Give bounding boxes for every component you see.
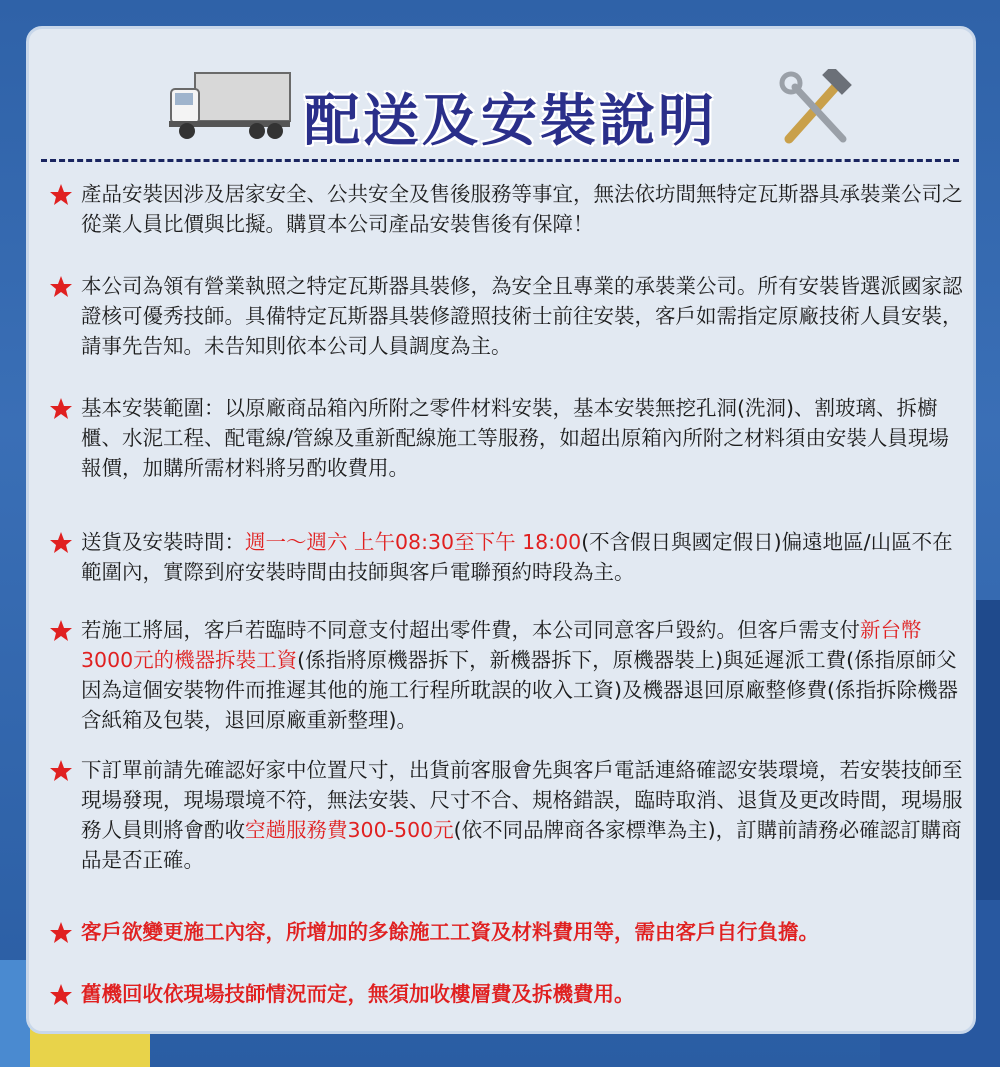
star-icon [49, 759, 73, 783]
list-item [49, 615, 969, 735]
tools-icon [777, 69, 855, 147]
list-item [49, 179, 969, 239]
list-item [49, 271, 969, 361]
item-text: 產品安裝因涉及居家安全、公共安全及售後服務等事宜，無法依坊間無特定瓦斯器具承裝業公司之從業人員比價與比擬。購買本公司產品安裝售後有保障！ [81, 182, 963, 236]
item-text: 下訂單前請先確認好家中位置尺寸，出貨前客服會先與客戶電話連絡確認安裝環境，若安裝技師至現場發現，現場環境不符，無法安裝、尺寸不合、規格錯誤，臨時取消、退貨及更改時間，現場服務人員則將會酌收 [81, 758, 963, 842]
list-item [49, 527, 969, 587]
truck-icon [167, 71, 292, 141]
notice-list [49, 179, 969, 1009]
dashed-divider [41, 159, 959, 162]
info-panel [26, 26, 976, 1034]
item-text: 舊機回收依現場技師情況而定，無須加收樓層費及拆機費用。 [81, 982, 635, 1006]
item-text: (不含假日與國定假日)偏遠地區/山區不在範圍內，實際到府安裝時間由技師與客戶電聯預約時段為主。 [81, 530, 953, 584]
empty-trip-fee: 空趟服務費300-500元 [245, 818, 454, 842]
item-text: 基本安裝範圍：以原廠商品箱內所附之零件材料安裝，基本安裝無挖孔洞(洗洞)、割玻璃、拆櫥櫃、水泥工程、配電線/管線及重新配線施工等服務，如超出原箱內所附之材料須由安裝人員現場報價，加購所需材料將另酌收費用。 [81, 396, 949, 480]
item-text: 客戶欲變更施工內容，所增加的多餘施工工資及材料費用等，需由客戶自行負擔。 [81, 920, 819, 944]
list-item [49, 393, 969, 483]
star-icon [49, 183, 73, 207]
star-icon [49, 619, 73, 643]
dismantle-fee: 新台幣3000元的機器拆裝工資 [81, 618, 922, 672]
item-text: 本公司為領有營業執照之特定瓦斯器具裝修，為安全且專業的承裝業公司。所有安裝皆選派國家認證核可優秀技師。具備特定瓦斯器具裝修證照技術士前往安裝，客戶如需指定原廠技術人員安裝，請事先告知。未告知則依本公司人員調度為主。 [81, 274, 963, 358]
star-icon [49, 531, 73, 555]
item-text: 若施工將屆，客戶若臨時不同意支付超出零件費，本公司同意客戶毀約。但客戶需支付 [81, 618, 860, 642]
item-text: 送貨及安裝時間： [81, 530, 245, 554]
star-icon [49, 397, 73, 421]
star-icon [49, 921, 73, 945]
item-text: (依不同品牌商各家標準為主)，訂購前請務必確認訂購商品是否正確。 [81, 818, 962, 872]
item-text: (係指將原機器拆下，新機器拆下，原機器裝上)與延遲派工費(係指原師父因為這個安裝物件而推遲其他的施工行程所耽誤的收入工資)及機器退回原廠整修費(係指拆除機器含紙箱及包裝，退回原廠重新整理)。 [81, 648, 958, 732]
list-item [49, 917, 969, 947]
service-hours: 週一～週六 上午08:30至下午 18:00 [245, 530, 582, 554]
list-item [49, 755, 969, 875]
star-icon [49, 275, 73, 299]
list-item [49, 979, 969, 1009]
star-icon [49, 983, 73, 1007]
page-title: 配送及安裝說明 [304, 89, 717, 154]
header [29, 57, 973, 157]
